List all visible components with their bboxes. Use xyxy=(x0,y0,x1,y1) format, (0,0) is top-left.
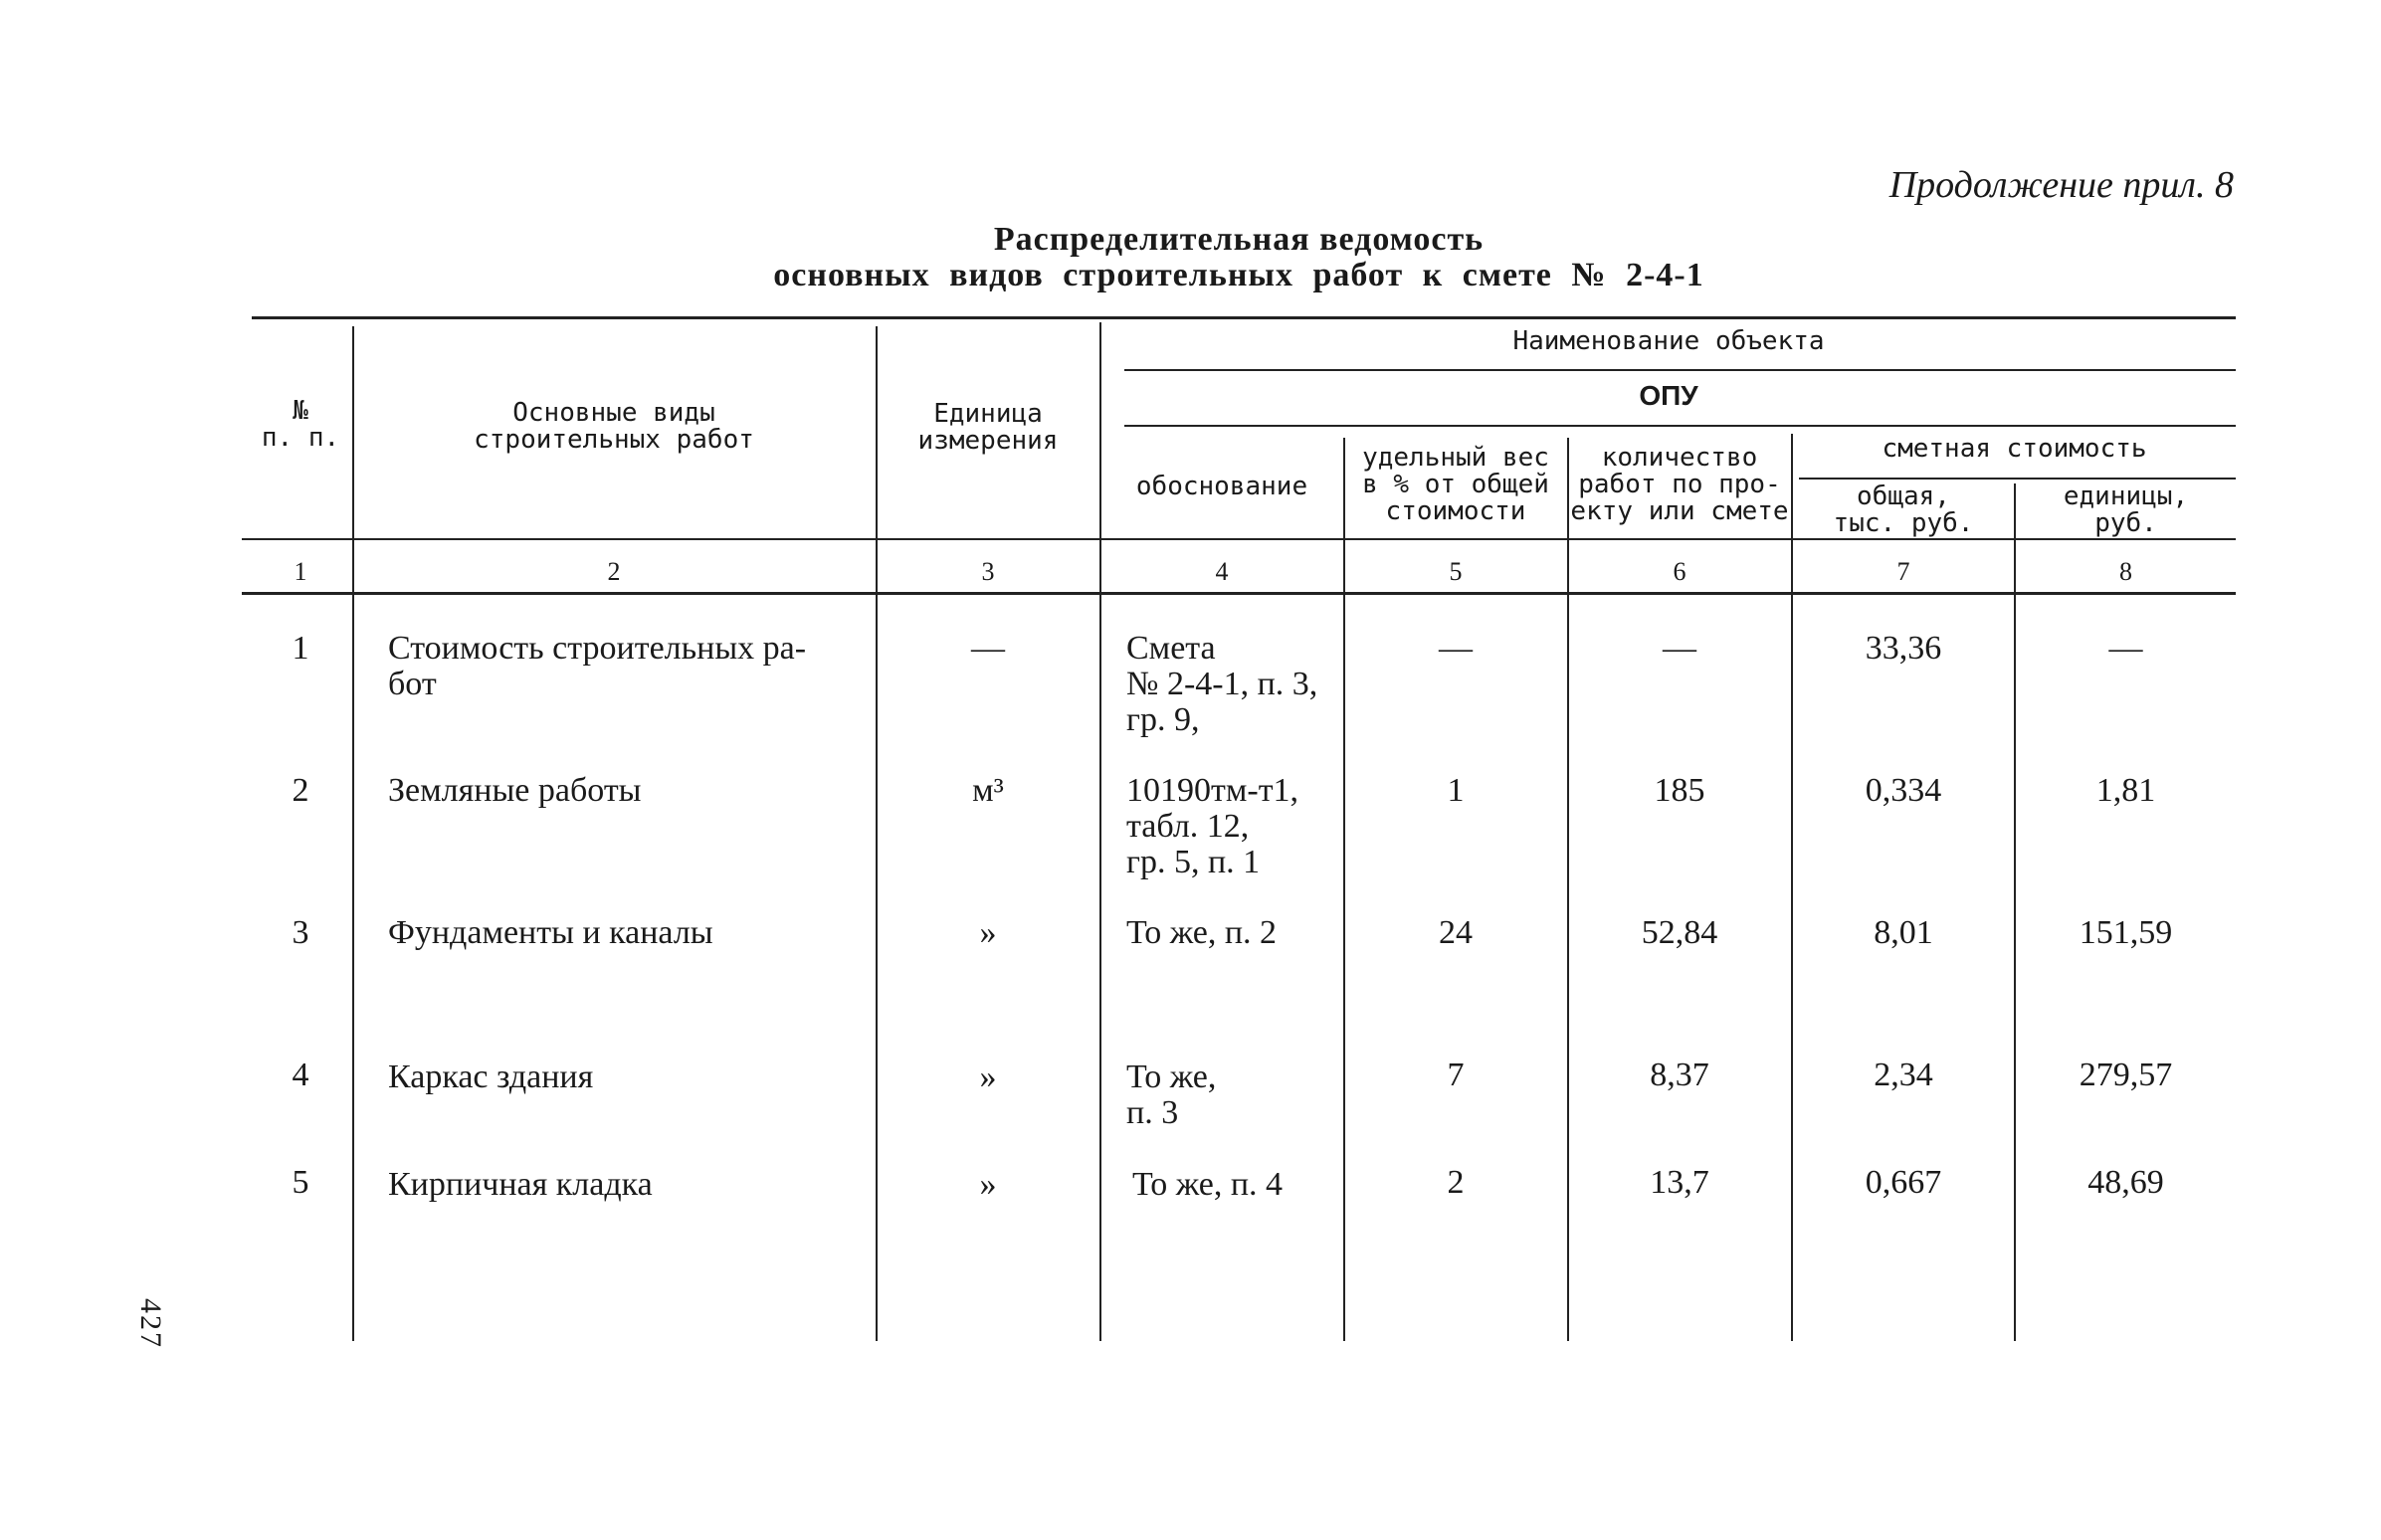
row-quantity: 52,84 xyxy=(1641,914,1718,951)
row-basis: Смета № 2-4-1, п. 3, гр. 9, xyxy=(1126,630,1318,738)
header-basis: обоснование xyxy=(1135,472,1308,501)
row-cost-total: 8,01 xyxy=(1874,914,1933,951)
vrule-1 xyxy=(352,326,354,1341)
header-cost: сметная стоимость xyxy=(1882,434,2147,464)
row-unit: м³ xyxy=(972,772,1004,809)
vrule-7 xyxy=(2014,483,2016,1341)
row-basis: То же, п. 3 xyxy=(1126,1059,1217,1131)
row-num: 5 xyxy=(292,1164,309,1201)
opu-rule xyxy=(1124,425,2236,427)
row-unit: » xyxy=(979,1059,997,1095)
row-quantity: 8,37 xyxy=(1650,1057,1709,1093)
column-number-3: 3 xyxy=(981,557,995,586)
header-opu: ОПУ xyxy=(1639,380,1698,411)
row-basis: То же, п. 2 xyxy=(1126,914,1278,951)
object-name-rule xyxy=(1124,369,2236,371)
row-unit: » xyxy=(979,914,997,951)
row-quantity: 13,7 xyxy=(1650,1164,1709,1201)
row-basis: То же, п. 4 xyxy=(1132,1166,1284,1203)
row-cost-unit: 151,59 xyxy=(2079,914,2173,951)
page-number: 427 xyxy=(134,1298,167,1349)
cost-rule xyxy=(1799,478,2236,480)
row-num: 4 xyxy=(292,1057,309,1093)
row-quantity: — xyxy=(1663,630,1696,667)
column-number-2: 2 xyxy=(607,557,621,586)
header-cost-total: общая, тыс. руб. xyxy=(1833,481,1974,538)
row-quantity: 185 xyxy=(1654,772,1705,809)
row-cost-total: 0,667 xyxy=(1865,1164,1942,1201)
row-work: Земляные работы xyxy=(388,772,642,809)
row-cost-total: 2,34 xyxy=(1874,1057,1933,1093)
row-work: Стоимость строительных ра- бот xyxy=(388,630,807,702)
column-number-4: 4 xyxy=(1215,557,1229,586)
row-work: Фундаменты и каналы xyxy=(388,914,713,951)
table-top-rule xyxy=(252,316,2236,319)
row-work: Каркас здания xyxy=(388,1059,594,1095)
row-num: 2 xyxy=(292,772,309,809)
row-cost-unit: 1,81 xyxy=(2095,772,2156,809)
column-number-7: 7 xyxy=(1896,557,1910,586)
column-number-5: 5 xyxy=(1449,557,1463,586)
header-object-name: Наименование объекта xyxy=(1512,326,1825,356)
row-cost-unit: 279,57 xyxy=(2079,1057,2173,1093)
header-work-types: Основные виды строительных работ xyxy=(474,398,754,455)
header-num: № п. п. xyxy=(261,396,340,453)
row-work: Кирпичная кладка xyxy=(388,1166,653,1203)
colnum-bottom-rule xyxy=(242,592,2236,595)
row-num: 3 xyxy=(292,914,309,951)
header-share: удельный вес в % от общей стоимости xyxy=(1362,443,1549,526)
row-share: 2 xyxy=(1447,1164,1465,1201)
row-unit: — xyxy=(971,630,1005,667)
row-basis: 10190тм-т1, табл. 12, гр. 5, п. 1 xyxy=(1126,772,1299,880)
row-cost-total: 33,36 xyxy=(1865,630,1942,667)
row-cost-total: 0,334 xyxy=(1865,772,1942,809)
column-number-6: 6 xyxy=(1673,557,1687,586)
row-cost-unit: 48,69 xyxy=(2087,1164,2164,1201)
row-num: 1 xyxy=(292,630,309,667)
row-unit: » xyxy=(979,1166,997,1203)
row-share: 1 xyxy=(1447,772,1465,809)
column-number-8: 8 xyxy=(2119,557,2132,586)
header-bottom-rule xyxy=(242,538,2236,540)
header-unit: Единица измерения xyxy=(917,399,1059,456)
row-share: 7 xyxy=(1447,1057,1465,1093)
document-title-line1: Распределительная ведомость xyxy=(993,221,1485,258)
column-number-1: 1 xyxy=(294,557,307,586)
row-share: 24 xyxy=(1439,914,1473,951)
row-share: — xyxy=(1439,630,1473,667)
header-quantity: количество работ по про- екту или смете xyxy=(1570,443,1789,526)
continuation-note: Продолжение прил. 8 xyxy=(1888,164,2234,206)
document-title-line2: основных видов строительных работ к смете № 2-4-1 xyxy=(773,257,1704,293)
header-cost-unit: единицы, руб. xyxy=(2063,481,2189,538)
row-cost-unit: — xyxy=(2108,630,2143,667)
